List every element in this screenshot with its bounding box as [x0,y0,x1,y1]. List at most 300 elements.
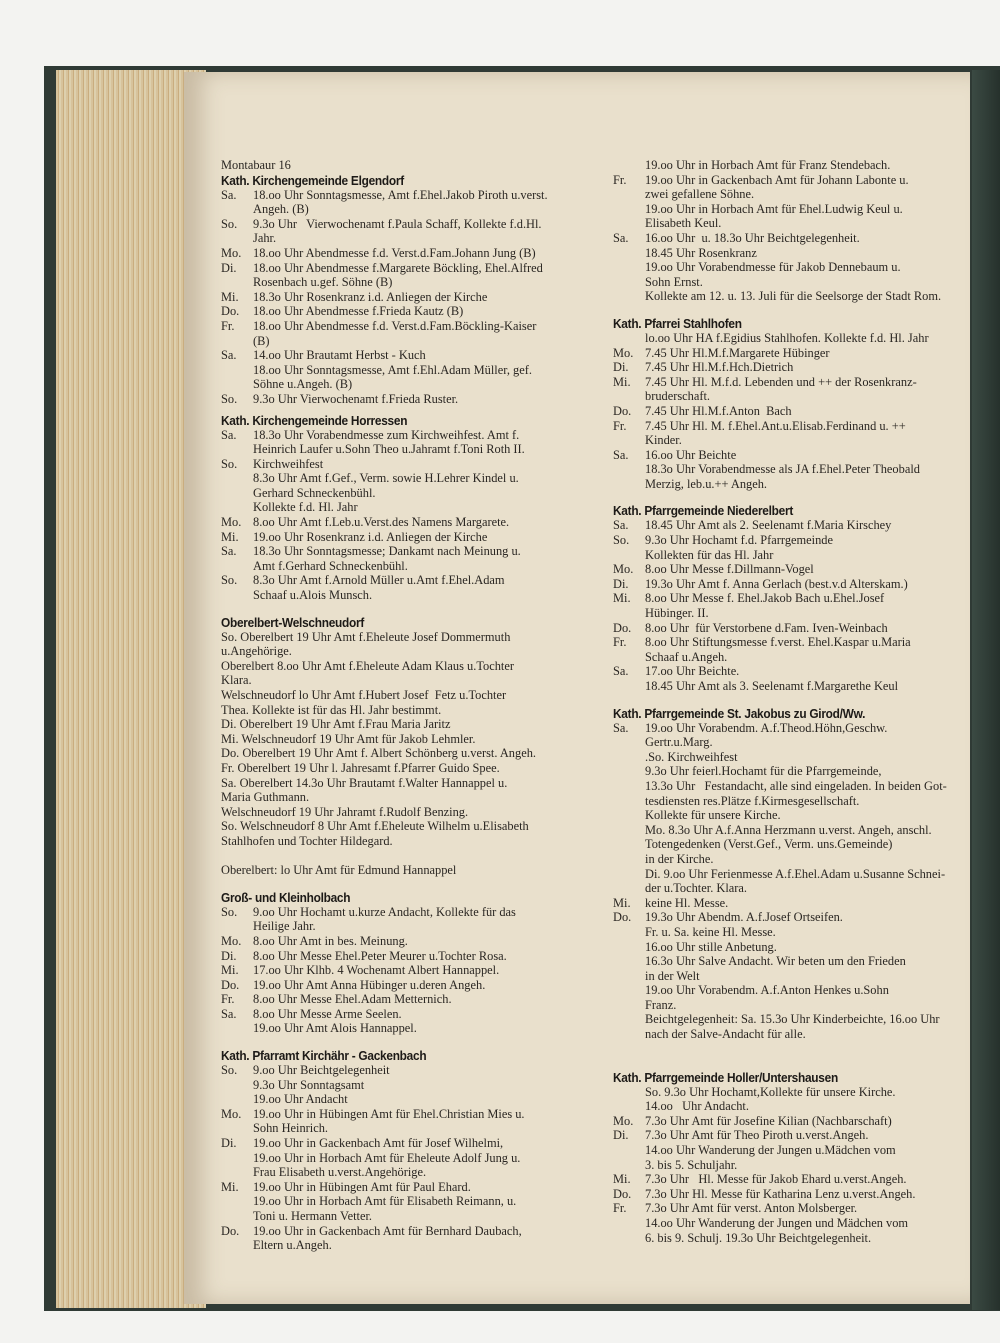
schedule-line [221,188,593,203]
schedule-line [221,905,593,920]
schedule-line [613,216,965,231]
schedule-line [613,794,965,809]
weekday-label: Fr. [613,635,627,650]
section-title: Kath. Pfarrgemeinde Holler/Untershausen [613,1069,838,1085]
parish-section [613,503,965,693]
weekday-label: Di. [221,260,237,275]
schedule-line [613,910,965,925]
schedule-line [221,457,593,472]
schedule-text: 19.oo Uhr in Horbach Amt für Ehel.Ludwig Keul u. [645,201,903,216]
schedule-text: 17.oo Uhr Klhb. 4 Wochenamt Albert Hannappel. [253,963,500,978]
schedule-text: 18.3o Uhr Vorabendmesse zum Kirchweihfest. Amt f. [253,427,520,442]
weekday-label: Mi. [221,1179,239,1194]
weekday-label: Do. [221,1223,240,1238]
schedule-text: 8.oo Uhr Amt in bes. Meinung. [253,933,408,948]
weekday-label: Di. [221,1136,237,1151]
schedule-text: 9.3o Uhr Hochamt f.d. Pfarrgemeinde [645,533,833,548]
schedule-line [613,419,965,434]
schedule-line [613,779,965,794]
schedule-line [221,559,593,574]
schedule-line [221,776,593,791]
weekday-label: So. [221,456,238,471]
schedule-line [613,679,965,694]
weekday-label: So. [221,391,238,406]
section-title: Groß- und Kleinholbach [221,889,351,905]
schedule-text: Eltern u.Angeh. [253,1238,332,1253]
schedule-text: 17.oo Uhr Beichte. [645,664,740,679]
schedule-text: 18.45 Uhr Rosenkranz [645,245,757,260]
weekday-label: Sa. [613,447,629,462]
schedule-line [221,261,593,276]
schedule-line [221,790,593,805]
schedule-text: lo.oo Uhr HA f.Egidius Stahlhofen. Kollekte f.d. Hl. Jahr [645,330,929,345]
schedule-text: 19.oo Uhr in Hübingen Amt für Ehel.Christian Mies u. [253,1106,525,1121]
schedule-text: 7.45 Uhr Hl. M.f.d. Lebenden und ++ der Rosenkranz- [645,374,917,389]
schedule-line [613,404,965,419]
schedule-text: 19.3o Uhr Abendm. A.f.Josef Ortseifen. [645,910,843,925]
schedule-line [613,360,965,375]
schedule-text: zwei gefallene Söhne. [645,187,755,202]
schedule-text: So. Oberelbert 19 Uhr Amt f.Eheleute Josef Dommermuth [221,629,511,644]
schedule-line [221,1136,593,1151]
schedule-line [613,925,965,940]
schedule-text: Kollekte f.d. Hl. Jahr [253,500,358,515]
weekday-label: Fr. [221,318,235,333]
schedule-line [613,1158,965,1173]
schedule-text: 16.3o Uhr Salve Andacht. Wir beten um den Frieden [645,954,906,969]
schedule-line [221,290,593,305]
schedule-text: 7.3o Uhr Amt für verst. Anton Molsberger. [645,1201,858,1216]
schedule-text: keine Hl. Messe. [645,895,729,910]
weekday-label: Sa. [221,348,237,363]
schedule-text: Maria Guthmann. [221,790,310,805]
schedule-text: 7.45 Uhr Hl.M.f.Anton Bach [645,403,792,418]
schedule-text: 18.oo Uhr Abendmesse f.Margarete Böckling, Ehel.Alfred [253,260,543,275]
schedule-text: 19.oo Uhr Vorabendm. A.f.Anton Henkes u.Sohn [645,983,889,998]
parish-section [221,1048,593,1253]
schedule-text: 19.oo Uhr in Hübingen Amt für Paul Ehard. [253,1179,471,1194]
schedule-line [221,486,593,501]
schedule-line [613,1187,965,1202]
schedule-text: 16.oo Uhr u. 18.3o Uhr Beichtgelegenheit. [645,230,860,245]
weekday-label: Do. [613,403,632,418]
weekday-label: Fr. [221,992,235,1007]
schedule-text: 7.3o Uhr Hl. Messe für Jakob Ehard u.verst.Angeh. [645,1172,907,1187]
schedule-line [221,849,593,864]
weekday-label: Mi. [613,591,631,606]
schedule-text: Fr. Oberelbert 19 Uhr l. Jahresamt f.Pfarrer Guido Spee. [221,760,500,775]
schedule-line [221,392,593,407]
schedule-line [221,1092,593,1107]
schedule-text: nach der Salve-Andacht für alle. [645,1027,806,1042]
schedule-line [221,544,593,559]
schedule-text: Elisabeth Keul. [645,216,722,231]
weekday-label: Mi. [613,895,631,910]
schedule-line [613,650,965,665]
schedule-text: 7.3o Uhr Hl. Messe für Katharina Lenz u.verst.Angeh. [645,1186,916,1201]
schedule-text: Sa. Oberelbert 14.3o Uhr Brautamt f.Walter Hannappel u. [221,775,508,790]
schedule-text: 9.3o Uhr Vierwochenamt f.Paula Schaff, Kollekte f.d.Hl. [253,216,542,231]
schedule-text: Schaaf u.Angeh. [645,649,728,664]
schedule-line [613,1085,965,1100]
weekday-label: Mi. [221,963,239,978]
weekday-label: Mo. [221,1106,242,1121]
schedule-text: 19.oo Uhr in Horbach Amt für Eheleute Adolf Jung u. [253,1150,521,1165]
schedule-line [613,158,965,173]
schedule-line [613,331,965,346]
schedule-line [221,377,593,392]
schedule-line [613,750,965,765]
schedule-text: 8.oo Uhr für Verstorbene d.Fam. Iven-Weinbach [645,620,888,635]
schedule-text: 19.oo Uhr in Gackenbach Amt für Johann Labonte u. [645,172,909,187]
schedule-line [221,530,593,545]
schedule-text: 8.oo Uhr Messe Ehel.Peter Meurer u.Tochter Rosa. [253,948,507,963]
schedule-line [613,606,965,621]
parish-section [613,158,965,304]
schedule-line [221,819,593,834]
schedule-line [613,621,965,636]
schedule-text: 18.oo Uhr Sonntagsmesse, Amt f.Ehl.Adam Müller, gef. [253,362,532,377]
schedule-text: So. Welschneudorf 8 Uhr Amt f.Eheleute Wilhelm u.Elisabeth [221,819,529,834]
schedule-text: 8.oo Uhr Amt f.Leb.u.Verst.des Namens Margarete. [253,515,510,530]
schedule-text: 8.oo Uhr Messe Arme Seelen. [253,1006,402,1021]
schedule-line [613,998,965,1013]
schedule-line [221,978,593,993]
schedule-text: Söhne u.Angeh. (B) [253,377,353,392]
schedule-line [613,275,965,290]
schedule-text: in der Welt [645,968,700,983]
schedule-line [613,940,965,955]
schedule-line [221,717,593,732]
schedule-text: Kinder. [645,433,682,448]
schedule-line [221,319,593,334]
schedule-text: .So. Kirchweihfest [645,749,738,764]
book-cover-edge [972,70,1000,1310]
schedule-text: 18.45 Uhr Amt als 2. Seelenamt f.Maria Kirschey [645,518,892,533]
schedule-text: Fr. u. Sa. keine Hl. Messe. [645,924,776,939]
schedule-line [613,1099,965,1114]
schedule-line [221,1194,593,1209]
schedule-line [221,673,593,688]
schedule-text: 8.oo Uhr Messe f. Ehel.Jakob Bach u.Ehel.Josef [645,591,885,606]
schedule-line [221,428,593,443]
schedule-line [221,761,593,776]
schedule-line [221,630,593,645]
schedule-text: Kollekte am 12. u. 13. Juli für die Seelsorge der Stadt Rom. [645,289,942,304]
schedule-text: Merzig, leb.u.++ Angeh. [645,476,768,491]
schedule-text: (B) [253,333,270,348]
weekday-label: Do. [221,304,240,319]
weekday-label: Mi. [221,289,239,304]
schedule-text: Heilige Jahr. [253,919,316,934]
schedule-line [221,644,593,659]
schedule-line [613,1216,965,1231]
schedule-line [221,275,593,290]
schedule-text: 14.oo Uhr Wanderung der Jungen u.Mädchen vom [645,1143,896,1158]
schedule-line [221,1021,593,1036]
schedule-line [221,703,593,718]
weekday-label: Fr. [613,418,627,433]
schedule-text: Beichtgelegenheit: Sa. 15.3o Uhr Kinderbeichte, 16.oo Uhr [645,1012,940,1027]
schedule-line [221,1107,593,1122]
schedule-text: Rosenbach u.gef. Söhne (B) [253,275,393,290]
schedule-text: Oberelbert: lo Uhr Amt für Edmund Hannappel [221,863,457,878]
schedule-line [221,919,593,934]
schedule-text: 8.oo Uhr Messe Ehel.Adam Metternich. [253,992,452,1007]
schedule-text: Hübinger. II. [645,606,709,621]
schedule-text: 14.oo Uhr Wanderung der Jungen und Mädchen vom [645,1216,909,1230]
schedule-text: 18.oo Uhr Abendmesse f.d. Verst.d.Fam.Johann Jung (B) [253,245,536,260]
schedule-line [221,442,593,457]
weekday-label: Di. [613,1128,629,1143]
schedule-line [613,1114,965,1129]
weekday-label: Mo. [613,345,634,360]
schedule-line [613,577,965,592]
schedule-line [613,202,965,217]
schedule-line [613,1201,965,1216]
schedule-text: 7.45 Uhr Hl.M.f.Hch.Dietrich [645,360,794,375]
schedule-line [613,721,965,736]
schedule-text: 9.3o Uhr Sonntagsamt [253,1077,365,1092]
schedule-text: Heinrich Laufer u.Sohn Theo u.Jahramt f.Toni Roth II. [253,442,525,457]
schedule-text: Jahr. [253,231,277,246]
schedule-text: Mo. 8.3o Uhr A.f.Anna Herzmann u.verst. Angeh, anschl. [645,822,932,837]
section-title: Kath. Kirchengemeinde Horressen [221,412,408,428]
schedule-text: Kollekte für unsere Kirche. [645,808,781,823]
schedule-line [613,562,965,577]
schedule-line [613,260,965,275]
schedule-text: 18.oo Uhr Abendmesse f.Frieda Kautz (B) [253,304,464,319]
schedule-text: 19.oo Uhr Andacht [253,1092,348,1107]
schedule-text: 18.45 Uhr Amt als 3. Seelenamt f.Margarethe Keul [645,679,899,693]
schedule-line [613,389,965,404]
schedule-line [613,448,965,463]
schedule-line [613,1012,965,1027]
schedule-text: Gerhard Schneckenbühl. [253,485,376,500]
parish-section [613,706,965,1042]
schedule-text: 18.oo Uhr Sonntagsmesse, Amt f.Ehel.Jakob Piroth u.verst. [253,187,548,202]
schedule-text: 13.3o Uhr Festandacht, alle sind eingeladen. In beiden Got- [645,778,947,793]
section-title: Kath. Pfarramt Kirchähr - Gackenbach [221,1048,427,1064]
schedule-line [613,462,965,477]
schedule-text: Sohn Ernst. [645,274,703,289]
schedule-text: 19.oo Uhr Amt Alois Hannappel. [253,1021,417,1036]
schedule-line [613,1027,965,1042]
schedule-text: Amt f.Gerhard Schneckenbühl. [253,558,408,573]
schedule-line [221,1063,593,1078]
schedule-text: Welschneudorf lo Uhr Amt f.Hubert Josef Fetz u.Tochter [221,688,507,702]
section-title: Kath. Kirchengemeinde Elgendorf [221,172,404,188]
schedule-text: 16.oo Uhr stille Anbetung. [645,939,777,954]
schedule-text: 7.45 Uhr Hl. M. f.Ehel.Ant.u.Elisab.Ferdinand u. ++ [645,418,906,433]
schedule-line [613,1231,965,1246]
schedule-text: Mi. Welschneudorf 19 Uhr Amt für Jakob Lehmler. [221,731,476,746]
schedule-line [221,659,593,674]
schedule-text: 18.oo Uhr Abendmesse f.d. Verst.d.Fam.Böckling-Kaiser [253,318,537,333]
schedule-line [613,1143,965,1158]
schedule-text: So. 9.3o Uhr Hochamt,Kollekte für unsere Kirche. [645,1084,896,1099]
schedule-text: in der Kirche. [645,851,714,866]
schedule-text: 19.oo Uhr Vorabendm. A.f.Theod.Höhn,Geschw. [645,720,888,735]
parish-section [221,173,593,407]
schedule-line [221,1121,593,1136]
schedule-text: Kirchweihfest [253,456,324,471]
weekday-label: Mi. [613,374,631,389]
schedule-line [221,588,593,603]
schedule-text: 9.oo Uhr Hochamt u.kurze Andacht, Kollekte für das [253,904,516,919]
schedule-text: 8.3o Uhr Amt f.Arnold Müller u.Amt f.Ehel.Adam [253,573,505,588]
schedule-line [221,1151,593,1166]
schedule-text: 18.3o Uhr Sonntagsmesse; Dankamt nach Meinung u. [253,544,521,559]
schedule-line [613,837,965,852]
schedule-line [613,548,965,563]
schedule-line [221,688,593,703]
schedule-line [613,808,965,823]
schedule-line [613,1128,965,1143]
weekday-label: Sa. [221,187,237,202]
weekday-label: Sa. [613,230,629,245]
schedule-line [221,515,593,530]
schedule-line [221,217,593,232]
schedule-text: 8.3o Uhr Amt f.Gef., Verm. sowie H.Lehrer Kindel u. [253,471,519,486]
schedule-line [613,433,965,448]
schedule-line [613,823,965,838]
schedule-line [221,1209,593,1224]
parish-section [613,316,965,492]
weekday-label: Sa. [221,427,237,442]
schedule-line [613,187,965,202]
section-title: Kath. Pfarrei Stahlhofen [613,315,742,331]
schedule-text: Kollekten für das Hl. Jahr [645,547,774,562]
weekday-label: Mi. [221,529,239,544]
schedule-line [221,949,593,964]
weekday-label: Di. [613,360,629,375]
schedule-text: Do. Oberelbert 19 Uhr Amt f. Albert Schönberg u.verst. Angeh. [221,746,536,761]
schedule-line [221,231,593,246]
schedule-line [221,202,593,217]
schedule-text: Thea. Kollekte ist für das Hl. Jahr bestimmt. [221,702,442,717]
schedule-text: 9.3o Uhr Vierwochenamt f.Frieda Ruster. [253,391,459,406]
weekday-label: So. [221,216,238,231]
schedule-text: 14.oo Uhr Brautamt Herbst - Kuch [253,348,426,363]
schedule-line [221,1078,593,1093]
schedule-text: Angeh. (B) [253,202,309,217]
schedule-text: 19.oo Uhr Rosenkranz i.d. Anliegen der Kirche [253,529,488,544]
schedule-text: 8.oo Uhr Messe f.Dillmann-Vogel [645,562,814,577]
schedule-text: Stahlhofen und Tochter Hildegard. [221,833,393,848]
schedule-text: 19.oo Uhr in Gackenbach Amt für Bernhard Daubach, [253,1223,522,1238]
schedule-text: 19.3o Uhr Amt f. Anna Gerlach (best.v.d Alterskam.) [645,576,908,591]
schedule-line [221,863,593,878]
weekday-label: Do. [613,620,632,635]
schedule-line [613,375,965,390]
weekday-label: Fr. [613,172,627,187]
schedule-text: 19.oo Uhr Amt Anna Hübinger u.deren Angeh. [253,977,486,992]
schedule-line [221,746,593,761]
weekday-label: Sa. [613,720,629,735]
schedule-text: u.Angehörige. [221,644,292,659]
schedule-line [613,591,965,606]
weekday-label: So. [221,1063,238,1078]
schedule-text: 19.oo Uhr in Gackenbach Amt für Josef Wilhelmi, [253,1136,504,1151]
schedule-text: 19.oo Uhr Vorabendmesse für Jakob Dennebaum u. [645,260,901,275]
schedule-text: 7.3o Uhr Amt für Theo Piroth u.verst.Angeh. [645,1128,869,1143]
parish-section [221,413,593,603]
weekday-label: Sa. [221,544,237,559]
schedule-text: 9.oo Uhr Beichtgelegenheit [253,1063,390,1078]
schedule-line [221,500,593,515]
schedule-text: Sohn Heinrich. [253,1121,329,1136]
schedule-line [221,348,593,363]
parish-section [221,890,593,1036]
schedule-line [221,334,593,349]
schedule-text: 19.oo Uhr in Horbach Amt für Franz Stendebach. [645,158,891,172]
schedule-line [221,304,593,319]
schedule-line [221,1007,593,1022]
schedule-line [613,289,965,304]
schedule-text: 7.3o Uhr Amt für Josefine Kilian (Nachbarschaft) [645,1113,892,1128]
schedule-text: Di. 9.oo Uhr Ferienmesse A.f.Ehel.Adam u.Susanne Schnei- [645,866,946,881]
schedule-line [221,834,593,849]
schedule-line [221,934,593,949]
weekday-label: Di. [613,576,629,591]
weekday-label: So. [613,533,630,548]
schedule-text: Totengedenken (Verst.Gef., Verm. uns.Gemeinde) [645,837,893,852]
schedule-line [221,363,593,378]
schedule-text [221,849,593,864]
schedule-line [221,963,593,978]
schedule-text: tesdiensten res.Plätze f.Kirmesgesellschaft. [645,793,860,808]
schedule-line [221,1165,593,1180]
schedule-line [221,805,593,820]
section-title: Kath. Pfarrgemeinde St. Jakobus zu Girod/Ww. [613,705,866,721]
schedule-line [221,1238,593,1253]
parish-section [613,1070,965,1246]
schedule-text: Franz. [645,997,677,1012]
right-column [613,158,965,1245]
schedule-line [613,635,965,650]
schedule-text: 6. bis 9. Schulj. 19.3o Uhr Beichtgelegenheit. [645,1230,872,1245]
weekday-label: Mo. [221,933,242,948]
schedule-line [613,1172,965,1187]
schedule-line [613,764,965,779]
schedule-text: Di. Oberelbert 19 Uhr Amt f.Frau Maria Jaritz [221,717,451,732]
schedule-line [613,518,965,533]
schedule-line [613,735,965,750]
section-title: Kath. Pfarrgemeinde Niederelbert [613,503,793,519]
schedule-text: 18.3o Uhr Vorabendmesse als JA f.Ehel.Peter Theobald [645,462,920,477]
schedule-text: Welschneudorf 19 Uhr Jahramt f.Rudolf Benzing. [221,804,469,819]
schedule-line [613,533,965,548]
schedule-text: Gertr.u.Marg. [645,735,713,750]
schedule-text: 8.oo Uhr Stiftungsmesse f.verst. Ehel.Kaspar u.Maria [645,635,911,650]
schedule-line [613,881,965,896]
weekday-label: So. [221,904,238,919]
schedule-text: Toni u. Hermann Vetter. [253,1209,372,1223]
schedule-line [613,231,965,246]
schedule-line [613,664,965,679]
schedule-text: 16.oo Uhr Beichte [645,447,737,462]
schedule-text: 18.3o Uhr Rosenkranz i.d. Anliegen der Kirche [253,289,488,304]
schedule-line [221,732,593,747]
weekday-label: Fr. [613,1201,627,1216]
schedule-line [221,573,593,588]
schedule-text: 7.45 Uhr Hl.M.f.Margarete Hübinger [645,345,830,360]
weekday-label: Do. [613,910,632,925]
schedule-text: bruderschaft. [645,389,711,404]
schedule-line [221,1224,593,1239]
section-title: Oberelbert-Welschneudorf [221,614,365,630]
